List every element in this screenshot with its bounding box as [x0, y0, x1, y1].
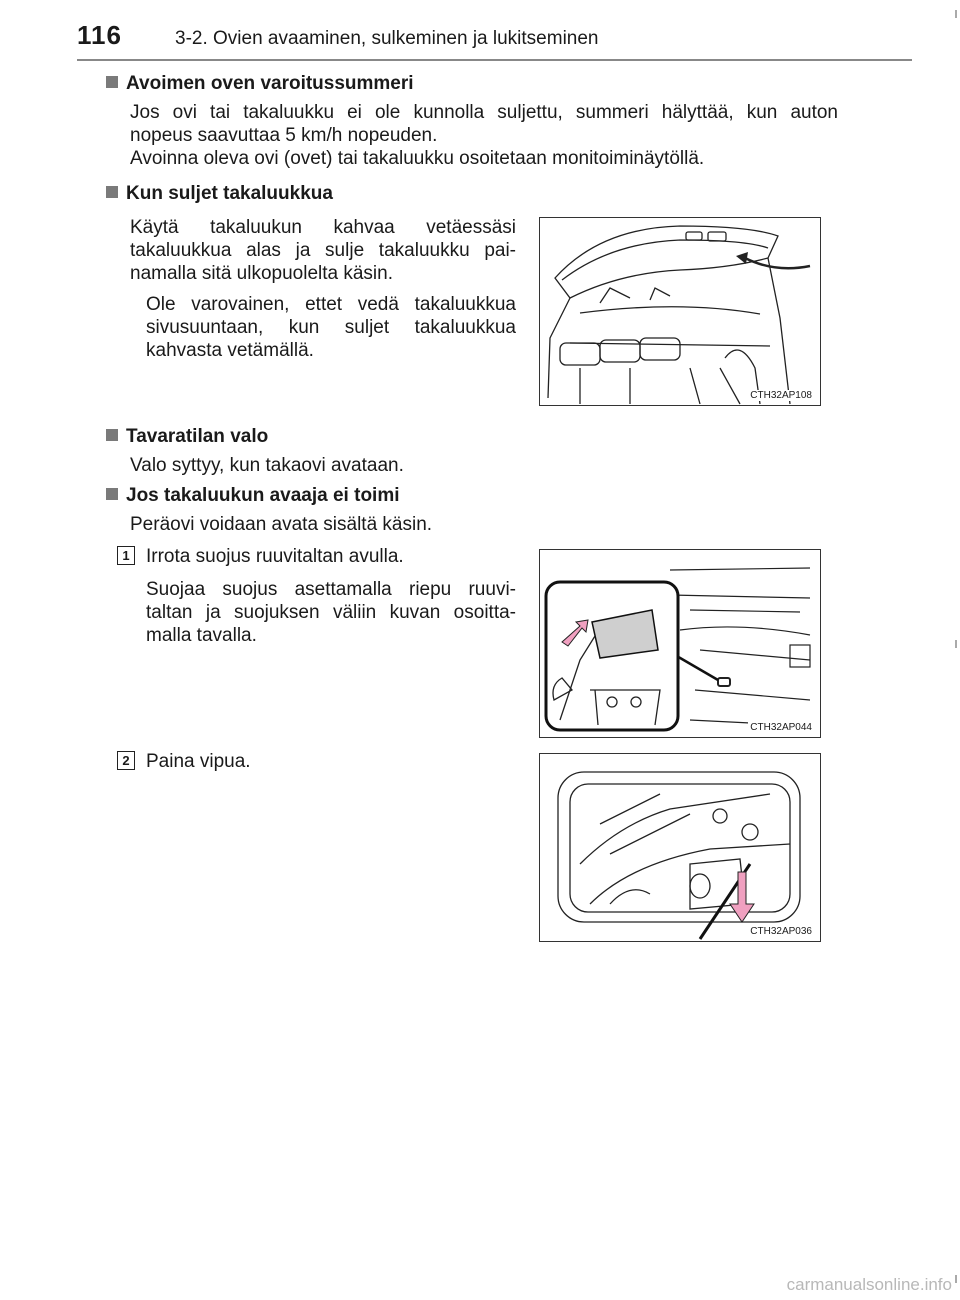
section-heading-opener: Jos takaluukun avaaja ei toimi — [106, 485, 400, 507]
light-paragraph: Valo syttyy, kun takaovi avataan. — [130, 455, 404, 476]
step-number-badge: 1 — [117, 546, 135, 565]
figure-remove-cover — [539, 549, 821, 738]
figure-back-door-handle — [539, 217, 821, 406]
square-bullet-icon — [106, 186, 118, 198]
closing-paragraph: Käytä takaluukun kahvaa vetäessäsi takaluukkua alas ja sulje takaluukku pai- namalla sitä ulkopuolelta käsin. — [130, 217, 516, 284]
chapter-title: 3-2. Ovien avaaminen, sulkeminen ja lukitseminen — [175, 28, 599, 49]
square-bullet-icon — [106, 488, 118, 500]
step-1-text: Irrota suojus ruuvitaltan avulla. — [146, 546, 404, 567]
remove-cover-illustration — [540, 550, 820, 737]
closing-note: Ole varovainen, ettet vedä takaluukkua sivusuuntaan, kun suljet takaluukkua kahvasta vetämällä. — [146, 294, 516, 361]
figure-press-lever — [539, 753, 821, 942]
section-heading-light: Tavaratilan valo — [106, 426, 268, 448]
crop-mark — [955, 1275, 957, 1283]
opener-paragraph: Peräovi voidaan avata sisältä käsin. — [130, 514, 433, 535]
step-1-note: Suojaa suojus asettamalla riepu ruuvi- taltan ja suojuksen väliin kuvan osoitta- malla tavalla. — [146, 579, 516, 646]
page-number: 116 — [77, 20, 122, 50]
square-bullet-icon — [106, 76, 118, 88]
section-heading-closing: Kun suljet takaluukkua — [106, 183, 333, 205]
press-lever-illustration — [540, 754, 820, 941]
crop-mark — [955, 640, 957, 648]
step-number-badge: 2 — [117, 751, 135, 770]
figure-code: CTH32AP108 — [750, 390, 812, 401]
square-bullet-icon — [106, 429, 118, 441]
page-header — [0, 0, 960, 62]
step-2-text: Paina vipua. — [146, 751, 251, 772]
header-rule — [77, 59, 912, 61]
section-heading-buzzer: Avoimen oven varoitussummeri — [106, 73, 414, 95]
figure-code: CTH32AP044 — [750, 722, 812, 733]
back-door-illustration — [540, 218, 820, 405]
watermark: carmanualsonline.info — [786, 1275, 952, 1294]
crop-mark — [955, 10, 957, 18]
figure-code: CTH32AP036 — [750, 926, 812, 937]
buzzer-paragraph: Jos ovi tai takaluukku ei ole kunnolla suljettu, summeri hälyttää, kun auton nopeus saavuttaa 5 km/h nopeuden. Avoinna oleva ovi (ovet) tai takaluukku osoitetaan monitoiminäytöllä. — [130, 102, 838, 169]
